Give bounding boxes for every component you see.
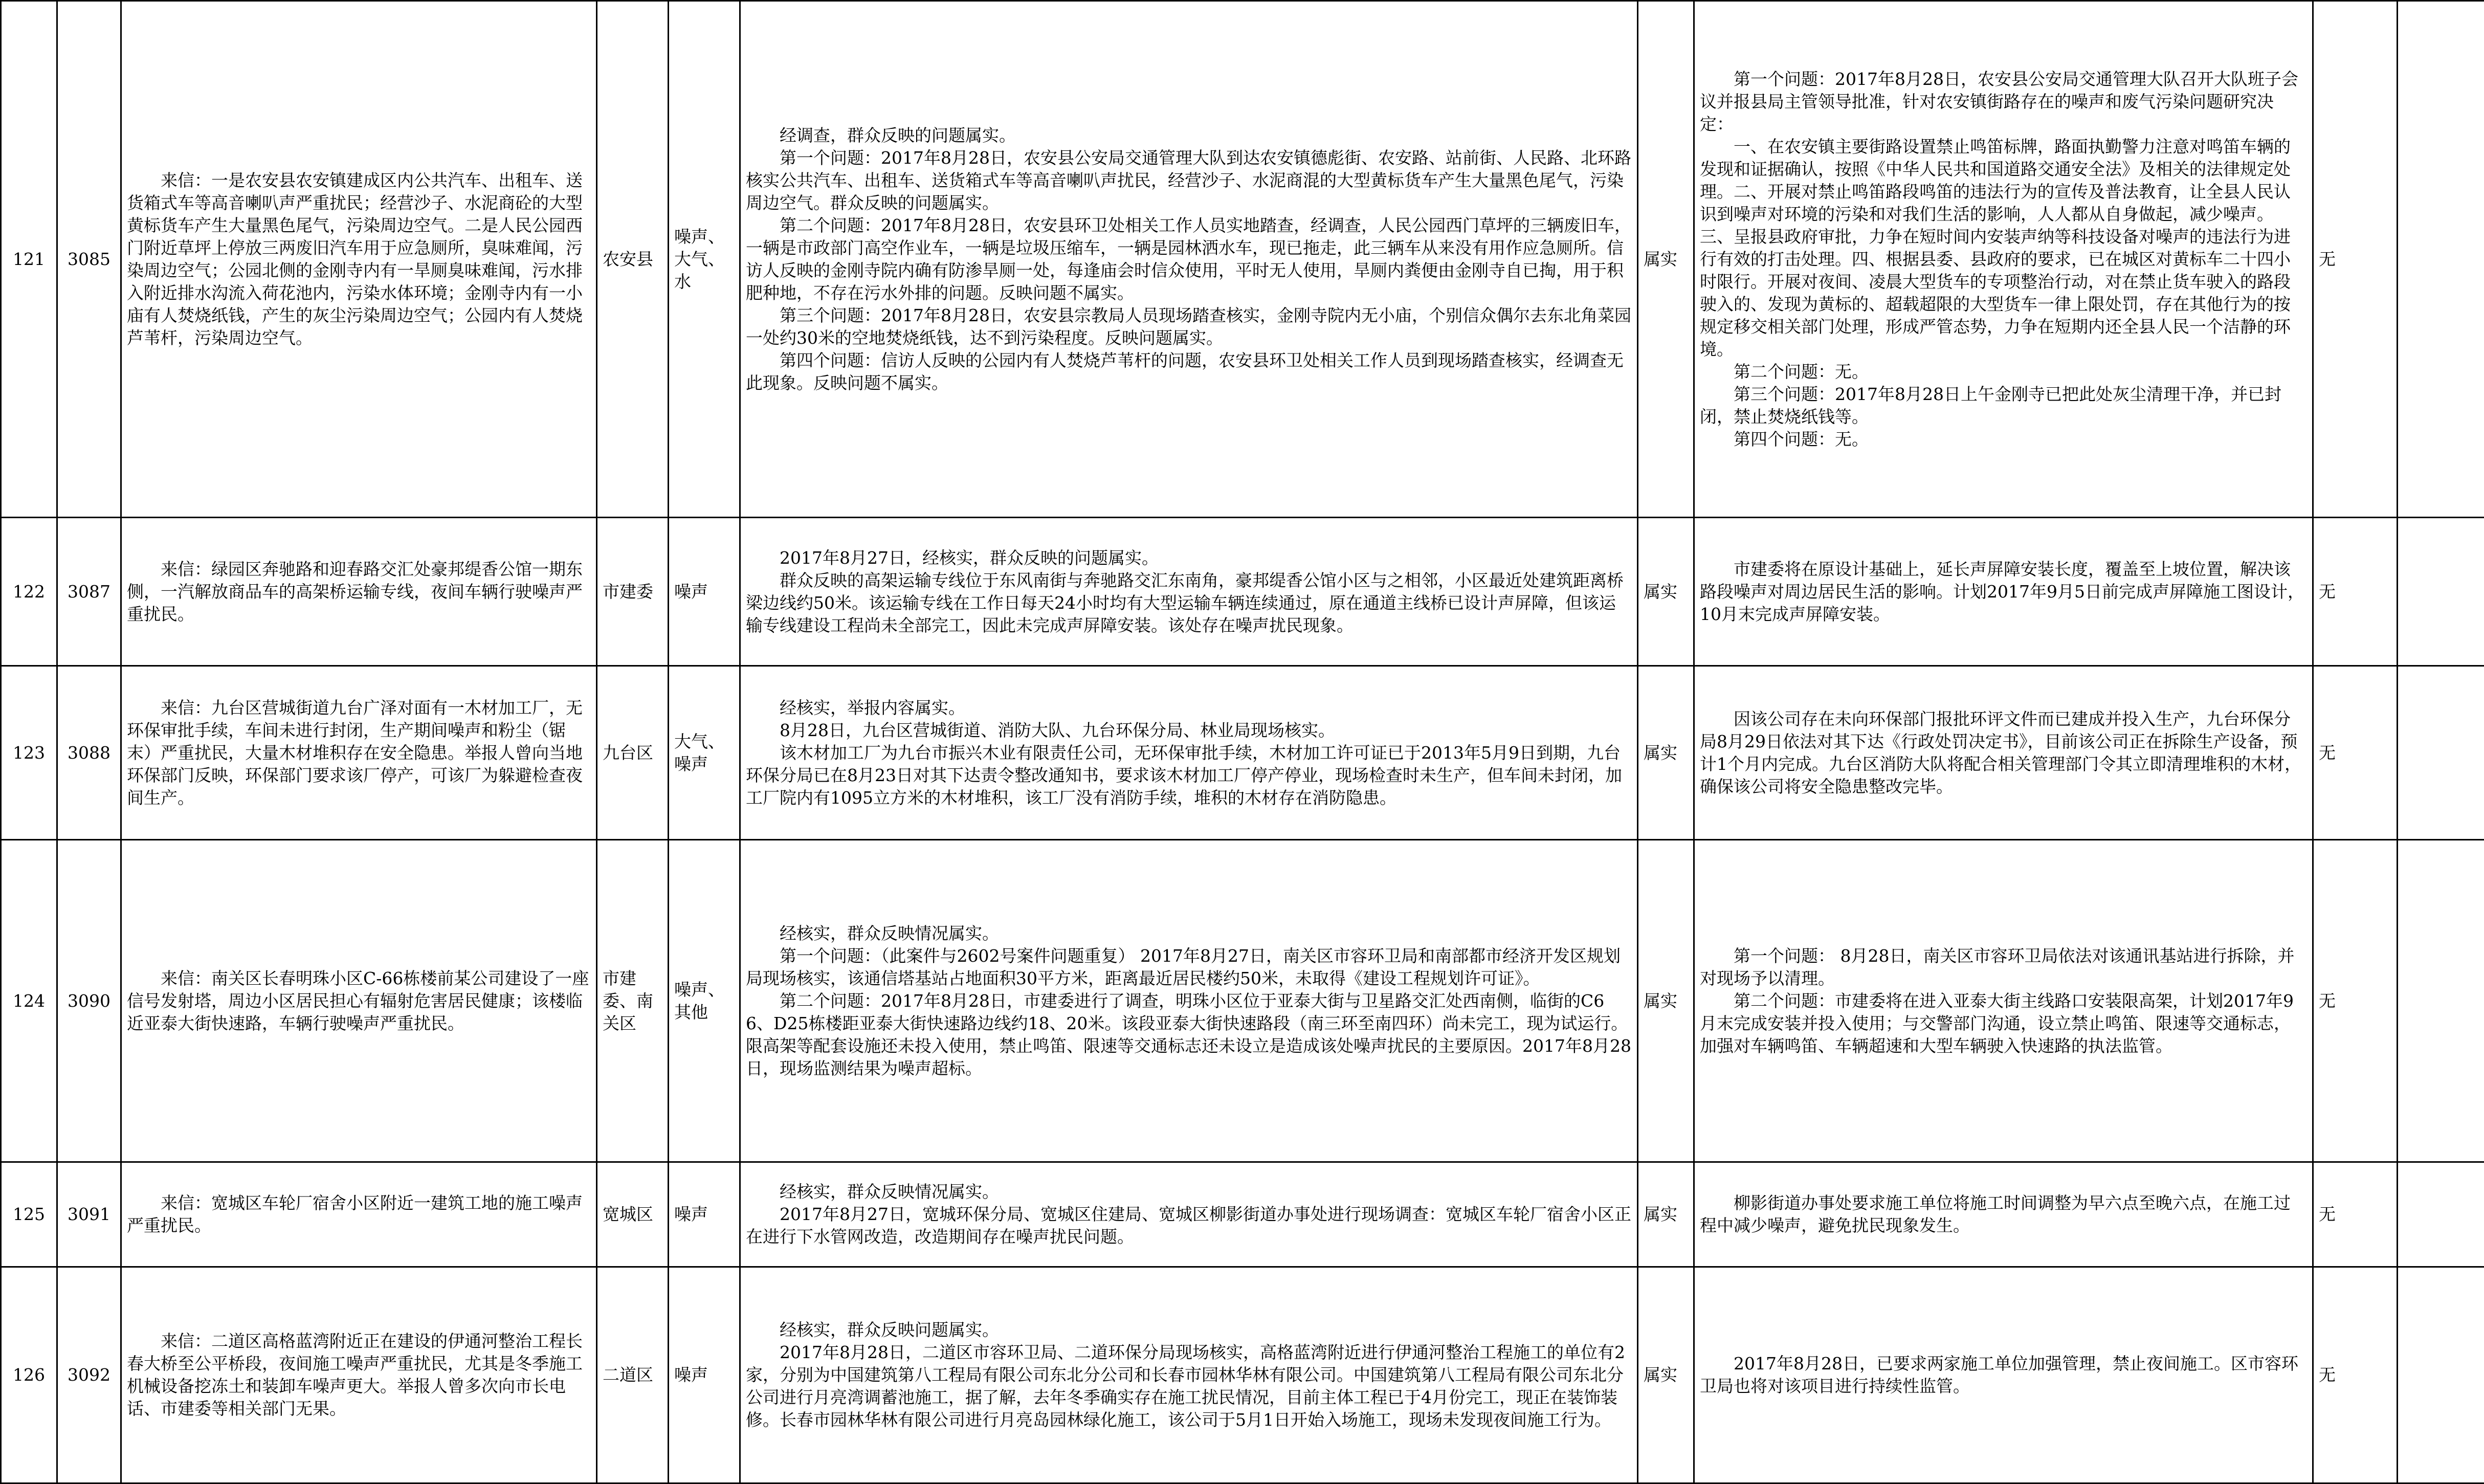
complaint-content [121, 1267, 597, 1483]
accountability: 无 [2313, 1267, 2398, 1483]
complaint-text: 来信：南关区长春明珠小区C-66栋楼前某公司建设了一座信号发射塔，周边小区居民担心有辐射危害居民健康；该楼临近亚泰大街快速路，车辆行驶噪声严重扰民。 [127, 967, 591, 1035]
verdict: 属实 [1638, 840, 1694, 1162]
row-number: 121 [1, 1, 57, 518]
investigation-findings-paragraph: 第三个问题：2017年8月28日，农安县宗教局人员现场踏查核实，金刚寺院内无小庙，个别信众偶尔去东北角菜园一处约30米的空地焚烧纸钱，达不到污染程度。反映问题属实。 [746, 304, 1632, 349]
accountability: 无 [2313, 1162, 2398, 1267]
handling-measures-paragraph: 第一个问题： 8月28日，南关区市容环卫局依法对该通讯基站进行拆除，并对现场予以清理。 [1700, 945, 2307, 990]
row-number: 124 [1, 840, 57, 1162]
pollution-type: 噪声 [669, 518, 740, 666]
table-row [1, 666, 2484, 840]
row-number: 125 [1, 1162, 57, 1267]
complaint-text: 来信：一是农安县农安镇建成区内公共汽车、出租车、送货箱式车等高音喇叭声严重扰民；经营沙子、水泥商砼的大型黄标货车产生大量黑色尾气，污染周边空气。二是人民公园西门附近草坪上停放三两废旧汽车用于应急厕所，臭味难闻，污染周边空气；公园北侧的金刚寺内有一旱厕臭味难闻，污水排入附近排水沟流入荷花池内，污染水体环境；金刚寺内有一小庙有人焚烧纸钱，产生的灰尘污染周边空气；公园内有人焚烧芦苇杆，污染周边空气。 [127, 169, 591, 349]
region: 二道区 [597, 1267, 669, 1483]
handling-measures-paragraph: 因该公司存在未向环保部门报批环评文件而已建成并投入生产，九台环保分局8月29日依法对其下达《行政处罚决定书》，目前该公司正在拆除生产设备，预计1个月内完成。九台区消防大队将配合相关管理部门令其立即清理堆积的木材，确保该公司将安全隐患整改完毕。 [1700, 708, 2307, 798]
handling-measures-paragraph: 一、在农安镇主要街路设置禁止鸣笛标牌，路面执勤警力注意对鸣笛车辆的发现和证据确认，按照《中华人民共和国道路交通安全法》及相关的法律规定处理。二、开展对禁止鸣笛路段鸣笛的违法行为的宣传及普法教育，让全县人民认识到噪声对环境的污染和对我们生活的影响，人人都从自身做起，减少噪声。三、呈报县政府审批，力争在短时间内安装声纳等科技设备对噪声的违法行为进行有效的打击处理。四、根据县委、县政府的要求，已在城区对黄标车二十四小时限行。开展对夜间、凌晨大型货车的专项整治行动，对在禁止货车驶入的路段驶入的、发现为黄标的、超载超限的大型货车一律上限处罚，存在其他行为的按规定移交相关部门处理，形成严管态势，力争在短期内还全县人民一个洁静的环境。 [1700, 136, 2307, 361]
remarks [2398, 1267, 2484, 1483]
region: 宽城区 [597, 1162, 669, 1267]
table-row [1, 1267, 2484, 1483]
handling-measures-paragraph: 第一个问题：2017年8月28日，农安县公安局交通管理大队召开大队班子会议并报县局主管领导批准，针对农安镇街路存在的噪声和废气污染问题研究决定： [1700, 68, 2307, 136]
verdict: 属实 [1638, 1, 1694, 518]
investigation-findings [740, 1162, 1638, 1267]
investigation-findings-paragraph: 2017年8月27日，经核实，群众反映的问题属实。 [746, 547, 1632, 569]
accountability: 无 [2313, 666, 2398, 840]
handling-measures [1694, 1162, 2313, 1267]
remarks [2398, 1162, 2484, 1267]
verdict: 属实 [1638, 1162, 1694, 1267]
accountability: 无 [2313, 840, 2398, 1162]
case-id: 3087 [57, 518, 121, 666]
region: 九台区 [597, 666, 669, 840]
table-row [1, 518, 2484, 666]
case-id: 3092 [57, 1267, 121, 1483]
region: 农安县 [597, 1, 669, 518]
row-number: 126 [1, 1267, 57, 1483]
investigation-findings-paragraph: 经核实，举报内容属实。 [746, 697, 1632, 719]
table-row [1, 840, 2484, 1162]
complaint-content [121, 840, 597, 1162]
handling-measures-paragraph: 第二个问题：市建委将在进入亚泰大街主线路口安装限高架，计划2017年9月末完成安装并投入使用；与交警部门沟通，设立禁止鸣笛、限速等交通标志，加强对车辆鸣笛、车辆超速和大型车辆驶入快速路的执法监管。 [1700, 990, 2307, 1057]
investigation-findings-paragraph: 该木材加工厂为九台市振兴木业有限责任公司，无环保审批手续，木材加工许可证已于2013年5月9日到期，九台环保分局已在8月23日对其下达责令整改通知书，要求该木材加工厂停产停业，现场检查时未生产，但车间未封闭，加工厂院内有1095立方米的木材堆积，该工厂没有消防手续，堆积的木材存在消防隐患。 [746, 742, 1632, 809]
investigation-findings-paragraph: 第一个问题：（此案件与2602号案件问题重复） 2017年8月27日，南关区市容环卫局和南部都市经济开发区规划局现场核实，该通信塔基站占地面积30平方米，距离最近居民楼约50米，未取得《建设工程规划许可证》。 [746, 945, 1632, 990]
investigation-findings-paragraph: 经核实，群众反映情况属实。 [746, 922, 1632, 945]
handling-measures-paragraph: 第四个问题：无。 [1700, 428, 2307, 451]
table-row [1, 1162, 2484, 1267]
investigation-findings-paragraph: 第一个问题：2017年8月28日，农安县公安局交通管理大队到达农安镇德彪街、农安路、站前街、人民路、北环路核实公共汽车、出租车、送货箱式车等高音喇叭声扰民，经营沙子、水泥商混的大型黄标货车产生大量黑色尾气，污染周边空气。群众反映的问题属实。 [746, 147, 1632, 214]
investigation-findings [740, 840, 1638, 1162]
investigation-findings-paragraph: 8月28日，九台区营城街道、消防大队、九台环保分局、林业局现场核实。 [746, 719, 1632, 742]
complaint-text: 来信：绿园区奔驰路和迎春路交汇处豪邦缇香公馆一期东侧，一汽解放商品车的高架桥运输专线，夜间车辆行驶噪声严重扰民。 [127, 558, 591, 626]
investigation-findings [740, 1, 1638, 518]
pollution-type: 噪声、其他 [669, 840, 740, 1162]
pollution-type: 大气、噪声 [669, 666, 740, 840]
investigation-findings [740, 518, 1638, 666]
complaint-text: 来信：二道区高格蓝湾附近正在建设的伊通河整治工程长春大桥至公平桥段，夜间施工噪声严重扰民，尤其是冬季施工机械设备挖冻土和装卸车噪声更大。举报人曾多次向市长电话、市建委等相关部门无果。 [127, 1330, 591, 1420]
handling-measures [1694, 518, 2313, 666]
case-id: 3090 [57, 840, 121, 1162]
investigation-findings-paragraph: 第二个问题：2017年8月28日，农安县环卫处相关工作人员实地踏查，经调查，人民公园西门草坪的三辆废旧车，一辆是市政部门高空作业车，一辆是垃圾压缩车，一辆是园林洒水车，现已拖走，此三辆车从来没有用作应急厕所。信访人反映的金刚寺院内确有防渗旱厕一处，每逢庙会时信众使用，平时无人使用，旱厕内粪便由金刚寺自已掏，用于积肥种地，不存在污水外排的问题。反映问题不属实。 [746, 214, 1632, 304]
handling-measures-paragraph: 第二个问题：无。 [1700, 361, 2307, 383]
handling-measures [1694, 840, 2313, 1162]
pollution-type: 噪声 [669, 1162, 740, 1267]
investigation-findings-paragraph: 第二个问题：2017年8月28日，市建委进行了调查，明珠小区位于亚泰大街与卫星路交汇处西南侧，临街的C66、D25栋楼距亚泰大街快速路边线约18、20米。该段亚泰大街快速路段（南三环至南四环）尚未完工，现为试运行。限高架等配套设施还未投入使用，禁止鸣笛、限速等交通标志还未设立是造成该处噪声扰民的主要原因。2017年8月28日，现场监测结果为噪声超标。 [746, 990, 1632, 1080]
verdict: 属实 [1638, 666, 1694, 840]
handling-measures-paragraph: 市建委将在原设计基础上，延长声屏障安装长度，覆盖至上坡位置，解决该路段噪声对周边居民生活的影响。计划2017年9月5日前完成声屏障施工图设计，10月末完成声屏障安装。 [1700, 558, 2307, 626]
investigation-findings [740, 1267, 1638, 1483]
case-id: 3088 [57, 666, 121, 840]
investigation-findings-paragraph: 第四个问题：信访人反映的公园内有人焚烧芦苇杆的问题，农安县环卫处相关工作人员到现场踏查核实，经调查无此现象。反映问题不属实。 [746, 349, 1632, 394]
row-number: 123 [1, 666, 57, 840]
pollution-type: 噪声、大气、水 [669, 1, 740, 518]
investigation-findings-paragraph: 群众反映的高架运输专线位于东风南街与奔驰路交汇东南角，豪邦缇香公馆小区与之相邻，小区最近处建筑距离桥梁边线约50米。该运输专线在工作日每天24小时均有大型运输车辆连续通过，原在通道主线桥已设计声屏障，但该运输专线建设工程尚未全部完工，因此未完成声屏障安装。该处存在噪声扰民现象。 [746, 569, 1632, 637]
investigation-findings-paragraph: 2017年8月28日，二道区市容环卫局、二道环保分局现场核实，高格蓝湾附近进行伊通河整治工程施工的单位有2家，分别为中国建筑第八工程局有限公司东北分公司和长春市园林华林有限公司。中国建筑第八工程局有限公司东北分公司进行月亮湾调蓄池施工，据了解，去年冬季确实存在施工扰民情况，目前主体工程已于4月份完工，现正在装饰装修。长春市园林华林有限公司进行月亮岛园林绿化施工，该公司于5月1日开始入场施工，现场未发现夜间施工行为。 [746, 1341, 1632, 1431]
investigation-findings-paragraph: 经核实，群众反映情况属实。 [746, 1181, 1632, 1203]
row-number: 122 [1, 518, 57, 666]
complaint-content [121, 1162, 597, 1267]
investigation-findings-paragraph: 经调查，群众反映的问题属实。 [746, 124, 1632, 147]
accountability: 无 [2313, 1, 2398, 518]
handling-measures-paragraph: 柳影街道办事处要求施工单位将施工时间调整为早六点至晚六点，在施工过程中减少噪声，避免扰民现象发生。 [1700, 1192, 2307, 1237]
handling-measures [1694, 1, 2313, 518]
investigation-findings-paragraph: 经核实，群众反映问题属实。 [746, 1319, 1632, 1341]
complaint-content [121, 518, 597, 666]
handling-measures-paragraph: 第三个问题：2017年8月28日上午金刚寺已把此处灰尘清理干净，并已封闭，禁止焚烧纸钱等。 [1700, 383, 2307, 428]
investigation-findings [740, 666, 1638, 840]
complaint-text: 来信：九台区营城街道九台广泽对面有一木材加工厂，无环保审批手续，车间未进行封闭，生产期间噪声和粉尘（锯末）严重扰民，大量木材堆积存在安全隐患。举报人曾向当地环保部门反映，环保部门要求该厂停产，可该厂为躲避检查夜间生产。 [127, 697, 591, 809]
case-id: 3085 [57, 1, 121, 518]
table-row [1, 1, 2484, 518]
region: 市建委、南关区 [597, 840, 669, 1162]
pollution-type: 噪声 [669, 1267, 740, 1483]
accountability: 无 [2313, 518, 2398, 666]
investigation-findings-paragraph: 2017年8月27日，宽城环保分局、宽城区住建局、宽城区柳影街道办事处进行现场调查：宽城区车轮厂宿舍小区正在进行下水管网改造，改造期间存在噪声扰民问题。 [746, 1203, 1632, 1248]
remarks [2398, 666, 2484, 840]
verdict: 属实 [1638, 1267, 1694, 1483]
table-body [1, 1, 2484, 1483]
remarks [2398, 518, 2484, 666]
verdict: 属实 [1638, 518, 1694, 666]
handling-measures [1694, 1267, 2313, 1483]
complaint-text: 来信：宽城区车轮厂宿舍小区附近一建筑工地的施工噪声严重扰民。 [127, 1192, 591, 1237]
remarks [2398, 1, 2484, 518]
region: 市建委 [597, 518, 669, 666]
case-id: 3091 [57, 1162, 121, 1267]
handling-measures-paragraph: 2017年8月28日，已要求两家施工单位加强管理，禁止夜间施工。区市容环卫局也将对该项目进行持续性监管。 [1700, 1353, 2307, 1398]
complaint-content [121, 666, 597, 840]
handling-measures [1694, 666, 2313, 840]
complaint-content [121, 1, 597, 518]
remarks [2398, 840, 2484, 1162]
